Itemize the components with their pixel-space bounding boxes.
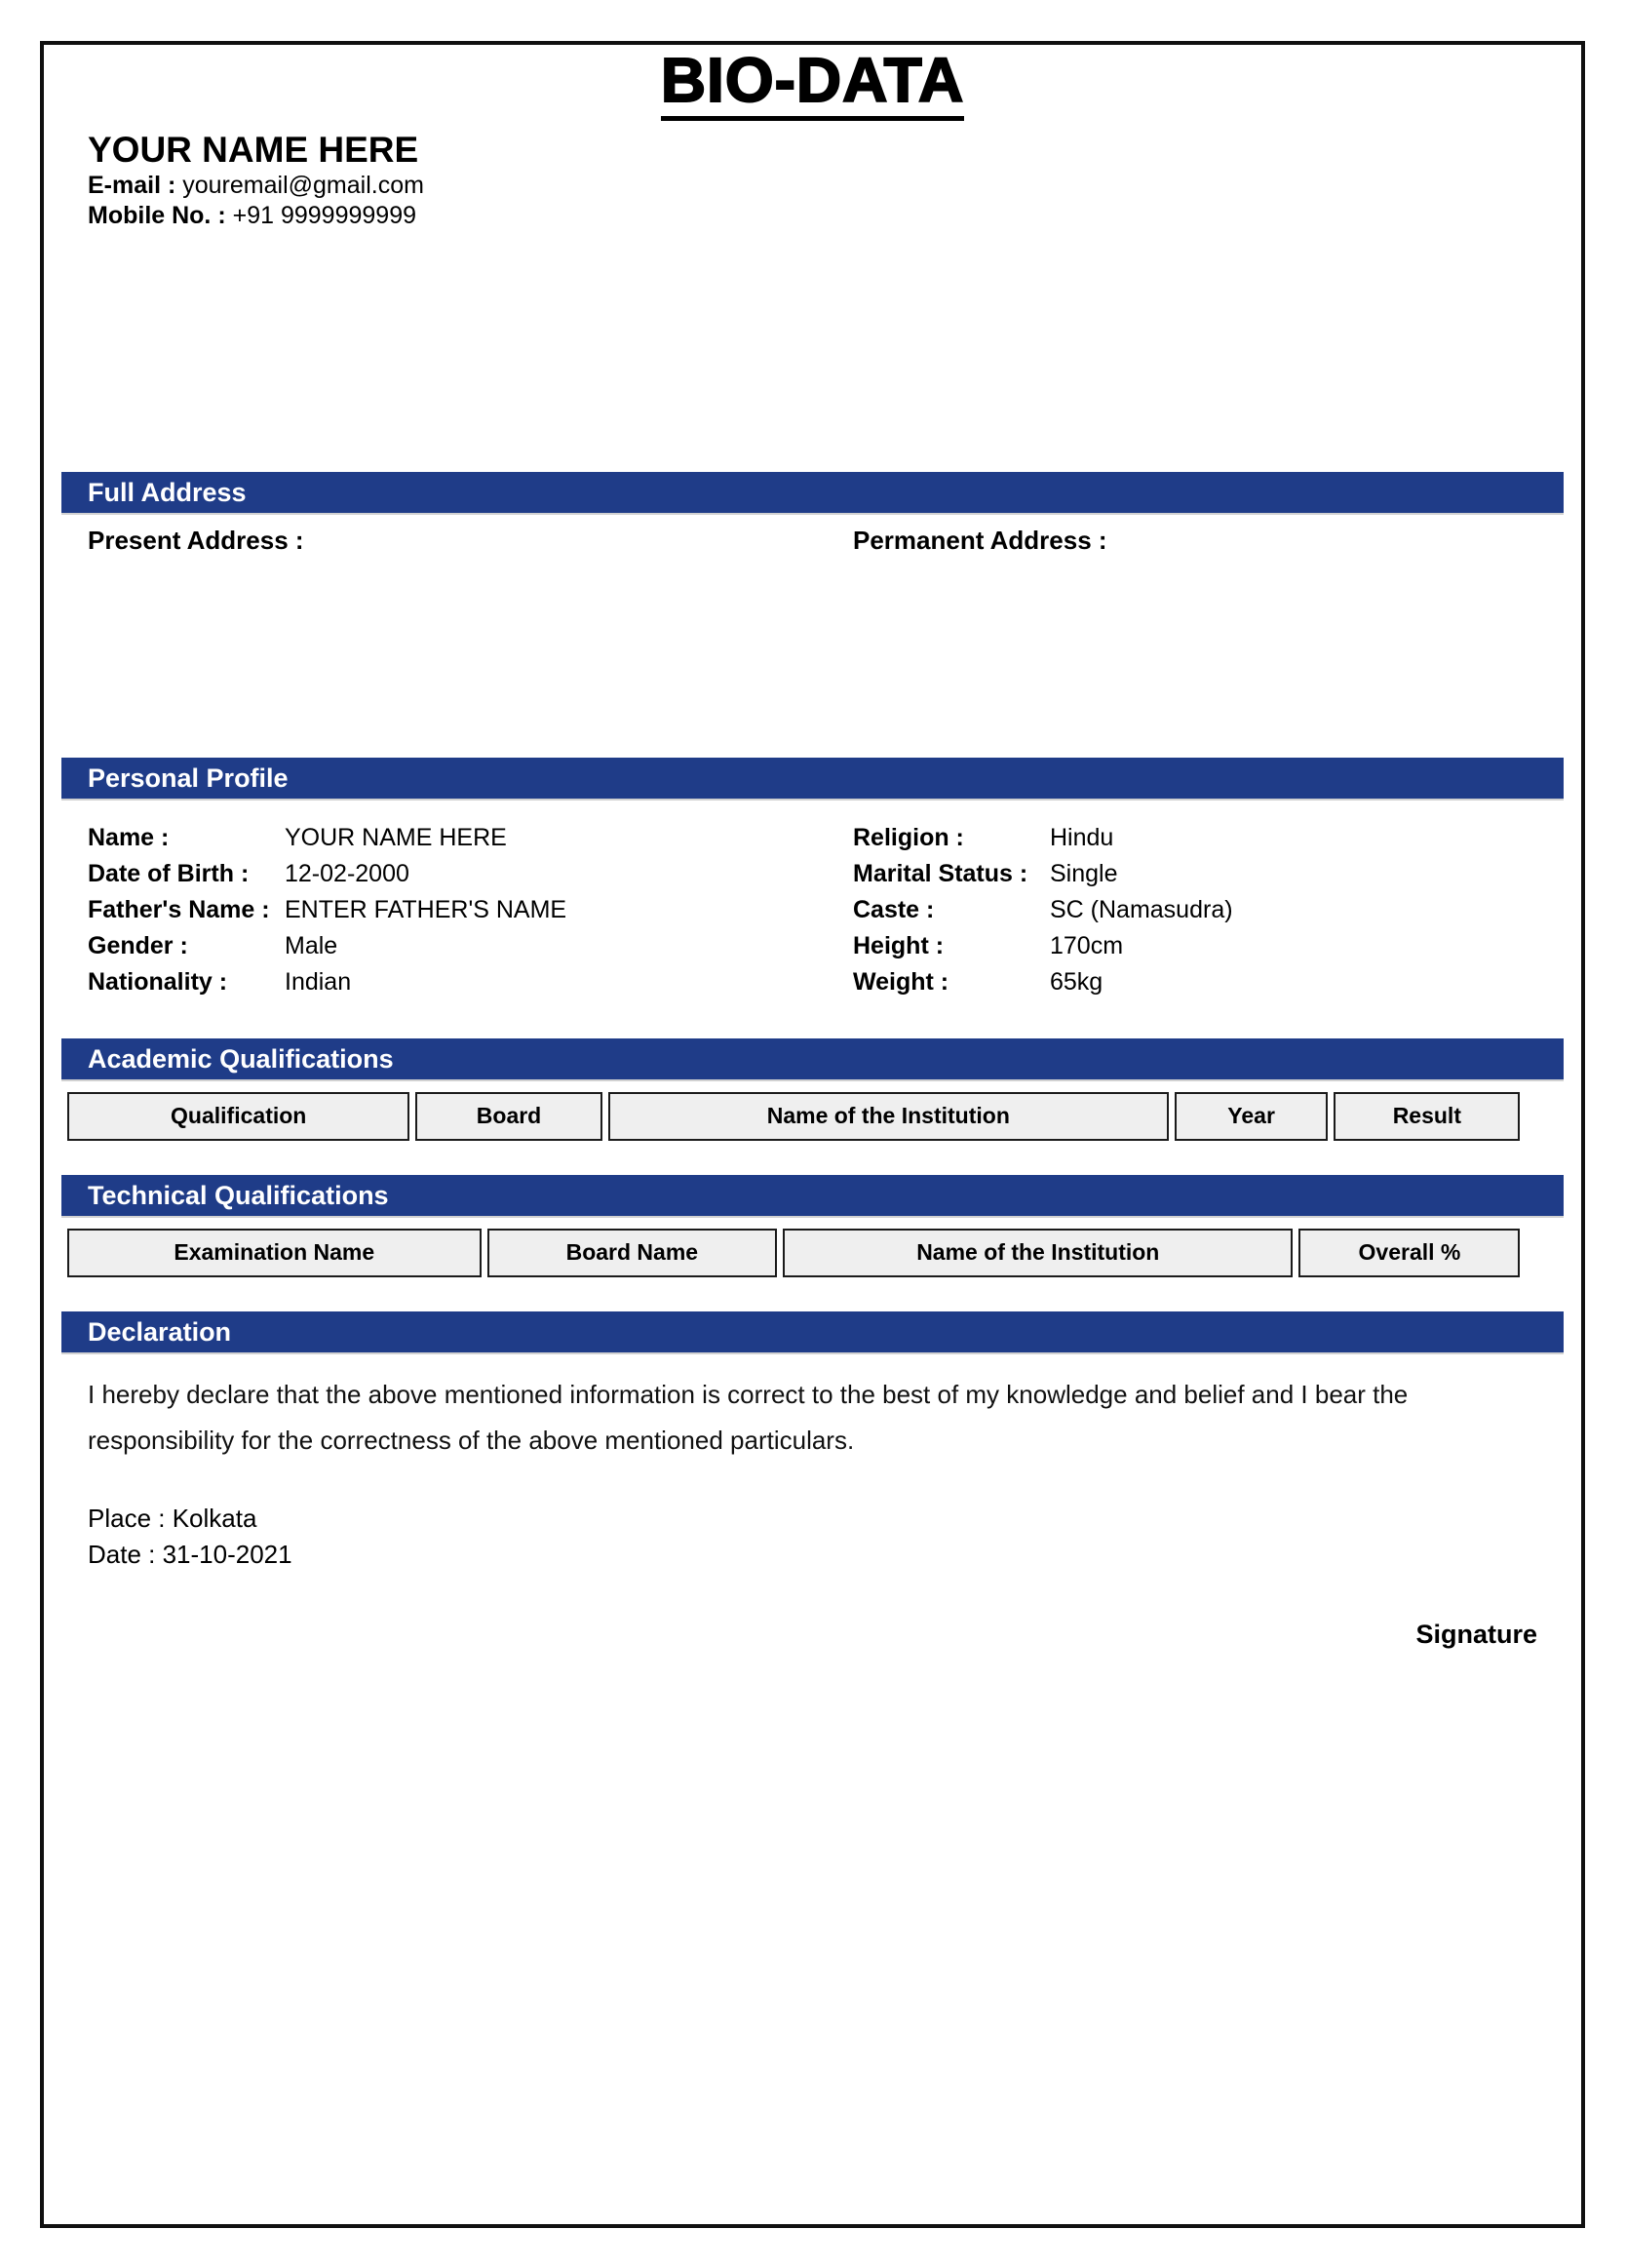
column-header-institution: Name of the Institution xyxy=(608,1092,1169,1141)
section-header-declaration: Declaration xyxy=(61,1311,1564,1352)
field-value: 65kg xyxy=(1050,967,1103,996)
email-label: E-mail : xyxy=(88,171,176,199)
field-value: Hindu xyxy=(1050,823,1114,851)
field-label: Caste : xyxy=(853,895,935,923)
email-value: youremail@gmail.com xyxy=(182,171,424,199)
closing-block xyxy=(88,1501,1537,1573)
academic-qualifications-table xyxy=(61,1092,1526,1141)
profile-field-nationality xyxy=(88,964,853,1000)
field-label: Weight : xyxy=(853,967,949,996)
column-header-result: Result xyxy=(1334,1092,1520,1141)
field-label: Gender : xyxy=(88,931,188,959)
column-header-institution: Name of the Institution xyxy=(783,1229,1293,1277)
field-value: ENTER FATHER'S NAME xyxy=(285,895,567,923)
column-header-overall-percent: Overall % xyxy=(1298,1229,1520,1277)
personal-profile-fields xyxy=(88,820,1537,1000)
profile-field-dob xyxy=(88,856,853,892)
field-value: Single xyxy=(1050,859,1118,887)
technical-qualifications-table xyxy=(61,1229,1526,1277)
field-value: 170cm xyxy=(1050,931,1124,959)
field-value: 12-02-2000 xyxy=(285,859,409,887)
present-address-label: Present Address : xyxy=(88,525,304,555)
profile-field-name xyxy=(88,820,853,856)
field-label: Marital Status : xyxy=(853,859,1028,887)
declaration-text: I hereby declare that the above mentioned information is correct to the best of my knowledge and belief and I bear the responsibility for the correctness of the above mentioned particulars. xyxy=(88,1379,1409,1455)
place-text: Place : Kolkata xyxy=(88,1503,257,1533)
address-labels-row xyxy=(88,527,1537,555)
section-header-full-address: Full Address xyxy=(61,472,1564,513)
column-header-year: Year xyxy=(1175,1092,1328,1141)
profile-field-caste xyxy=(853,892,1537,928)
section-header-technical-qualifications: Technical Qualifications xyxy=(61,1175,1564,1216)
field-label: Date of Birth : xyxy=(88,859,250,887)
mobile-label: Mobile No. : xyxy=(88,201,226,229)
field-value: SC (Namasudra) xyxy=(1050,895,1233,923)
mobile-line xyxy=(88,202,1537,230)
page-border-frame xyxy=(40,41,1585,2228)
page-content xyxy=(44,45,1581,1650)
mobile-value: +91 9999999999 xyxy=(232,201,417,229)
permanent-address-label: Permanent Address : xyxy=(853,525,1107,555)
column-header-examination-name: Examination Name xyxy=(67,1229,482,1277)
table-header-row xyxy=(67,1229,1520,1277)
profile-left-column xyxy=(88,820,853,1000)
page-title: BIO-DATA xyxy=(661,51,964,121)
profile-field-marital-status xyxy=(853,856,1537,892)
email-line xyxy=(88,172,1537,200)
signature-label: Signature xyxy=(1415,1619,1537,1649)
profile-field-height xyxy=(853,928,1537,964)
section-header-academic-qualifications: Academic Qualifications xyxy=(61,1038,1564,1079)
column-header-qualification: Qualification xyxy=(67,1092,409,1141)
column-header-board-name: Board Name xyxy=(487,1229,778,1277)
field-value: Male xyxy=(285,931,338,959)
field-value: Indian xyxy=(285,967,352,996)
field-value: YOUR NAME HERE xyxy=(285,823,507,851)
field-label: Religion : xyxy=(853,823,964,851)
profile-field-fathers-name xyxy=(88,892,853,928)
profile-right-column xyxy=(853,820,1537,1000)
field-label: Name : xyxy=(88,823,170,851)
field-label: Nationality : xyxy=(88,967,228,996)
person-name: YOUR NAME HERE xyxy=(88,129,419,170)
profile-field-weight xyxy=(853,964,1537,1000)
profile-field-gender xyxy=(88,928,853,964)
field-label: Height : xyxy=(853,931,945,959)
column-header-board: Board xyxy=(415,1092,601,1141)
profile-field-religion xyxy=(853,820,1537,856)
date-text: Date : 31-10-2021 xyxy=(88,1539,292,1569)
title-row xyxy=(61,45,1564,121)
field-label: Father's Name : xyxy=(88,895,270,923)
section-header-personal-profile: Personal Profile xyxy=(61,758,1564,799)
table-header-row xyxy=(67,1092,1520,1141)
